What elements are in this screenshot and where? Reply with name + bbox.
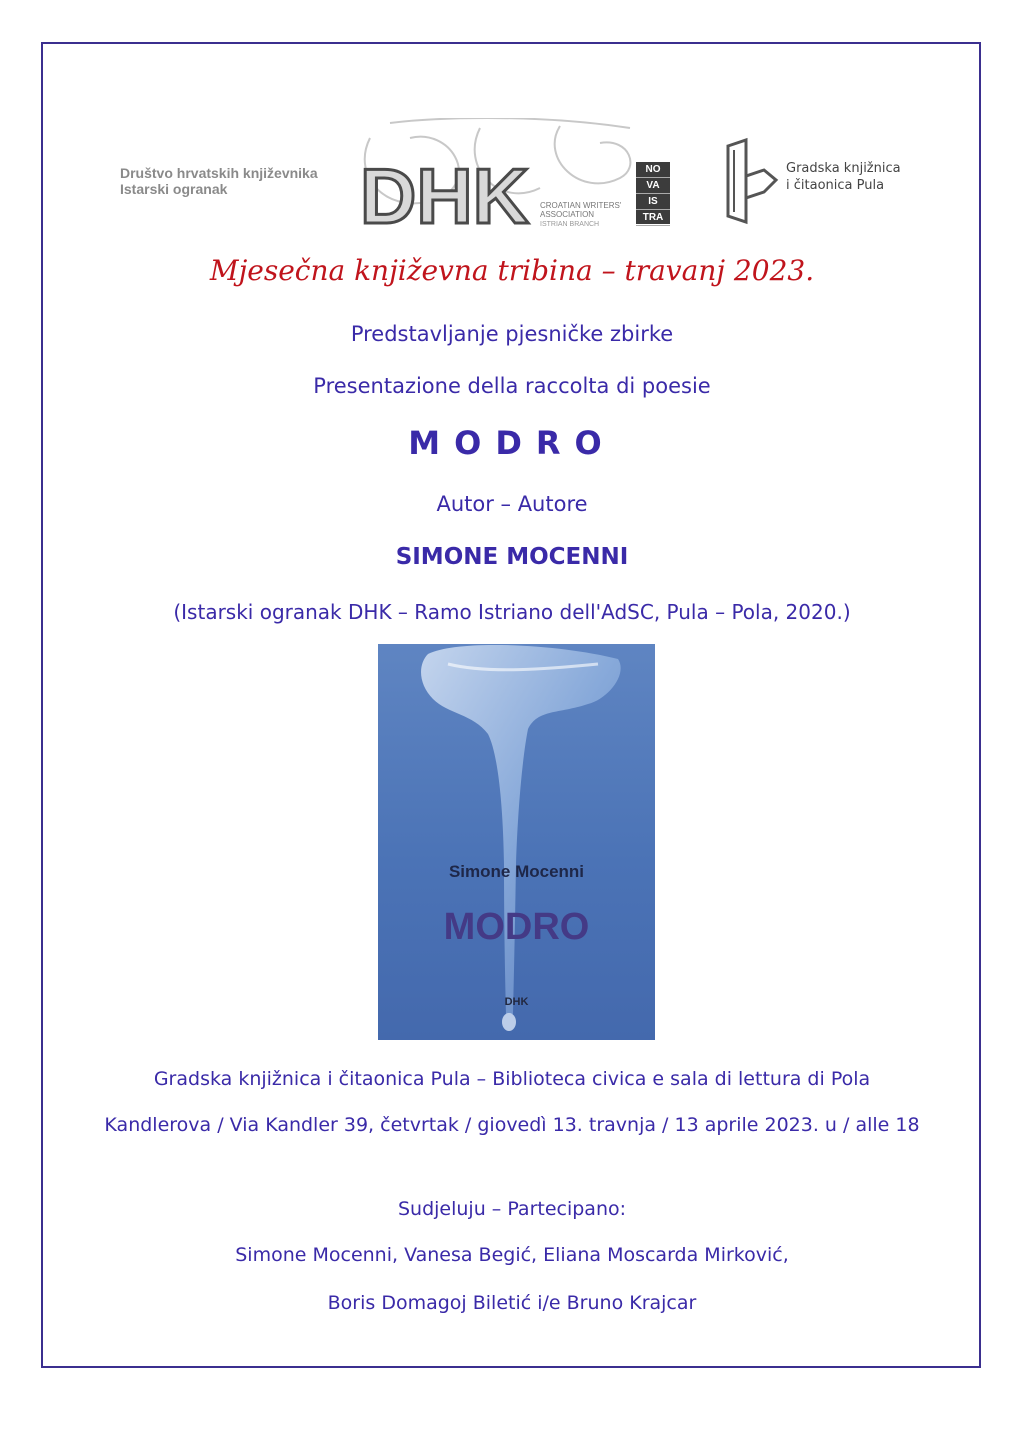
presentation-hr: Predstavljanje pjesničke zbirke	[350, 322, 674, 346]
participants-line1: Simone Mocenni, Vanesa Begić, Eliana Moscarda Mirković,	[235, 1244, 789, 1266]
dhk-society-line1: Društvo hrvatskih književnika	[120, 165, 318, 181]
library-logo-text	[786, 160, 901, 194]
author-name: SIMONE MOCENNI	[395, 544, 629, 570]
author-label: Autor – Autore	[436, 492, 588, 516]
logo-header	[0, 0, 1024, 250]
participants-label: Sudjeluju – Partecipano:	[397, 1198, 627, 1220]
nova-text-3: IS	[636, 194, 670, 210]
dhk-society-line2: Istarski ogranak	[120, 181, 228, 197]
dhk-sub-line3: ISTRIAN BRANCH	[540, 221, 600, 228]
dhk-sub-line2: ASSOCIATION	[540, 210, 595, 219]
dhk-society-name	[120, 165, 318, 197]
publication-info: (Istarski ogranak DHK – Ramo Istriano dell'AdSC, Pula – Pola, 2020.)	[173, 600, 851, 624]
cover-title: MODRO	[443, 906, 590, 948]
library-logo-icon	[724, 136, 780, 226]
nova-text-1: NO	[636, 162, 670, 178]
nova-text-2: VA	[636, 178, 670, 194]
event-series-title: Mjesečna književna tribina – travanj 2023.	[209, 254, 815, 287]
dhk-letters: DHK	[360, 152, 529, 230]
dhk-sub-line1: CROATIAN WRITERS'	[540, 201, 622, 210]
presentation-it: Presentazione della raccolta di poesie	[313, 374, 711, 398]
water-drop-illustration	[378, 644, 655, 1040]
venue: Gradska knjižnica i čitaonica Pula – Biblioteca civica e sala di lettura di Pola	[153, 1068, 871, 1090]
cover-publisher: DHK	[504, 996, 529, 1008]
nova-text-4: TRA	[636, 210, 670, 226]
book-title: MODRO	[408, 424, 616, 462]
participants-line2: Boris Domagoj Biletić i/e Bruno Krajcar	[327, 1292, 697, 1314]
nova-istra-logo	[636, 162, 670, 224]
book-cover-image	[378, 644, 655, 1040]
event-datetime: Kandlerova / Via Kandler 39, četvrtak / giovedì 13. travnja / 13 aprile 2023. u / alle 18	[104, 1114, 920, 1136]
dhk-logo	[330, 118, 650, 230]
library-line2: i čitaonica Pula	[786, 178, 885, 193]
cover-author: Simone Mocenni	[448, 862, 585, 881]
library-line1: Gradska knjižnica	[786, 161, 901, 176]
